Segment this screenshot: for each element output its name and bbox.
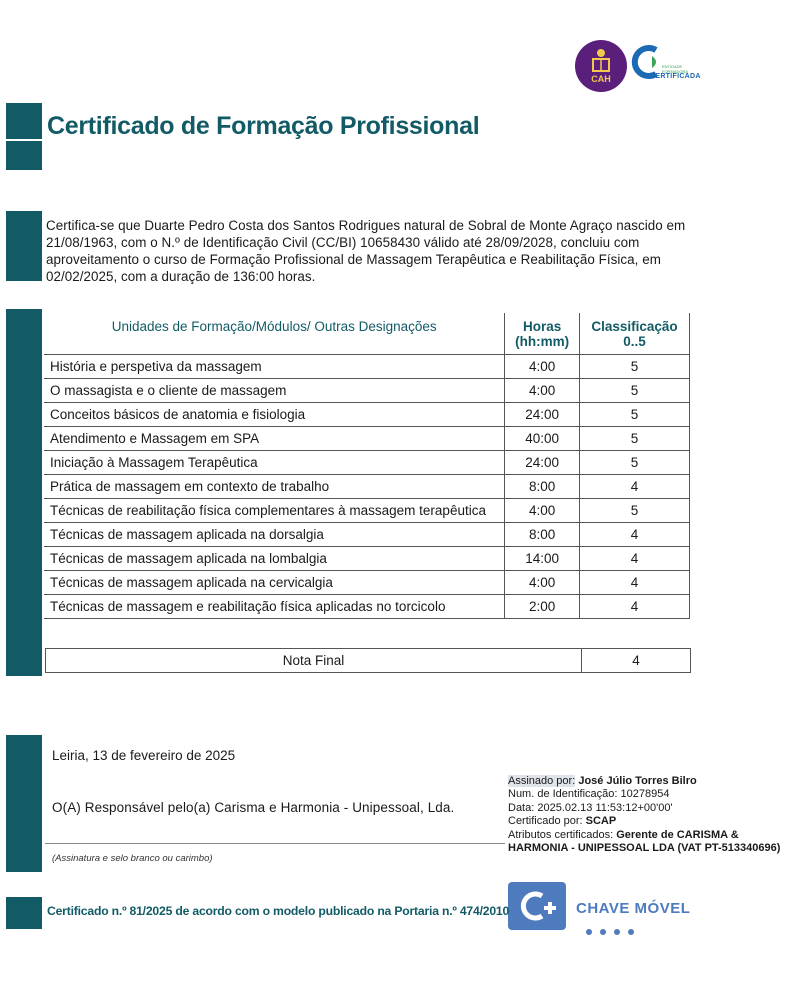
attributes-line [508,829,798,856]
module-hours: 4:00 [505,379,580,403]
module-hours: 14:00 [505,547,580,571]
header-class-line2: 0..5 [623,334,646,349]
final-grade-label: Nota Final [282,653,345,668]
module-hours: 24:00 [505,403,580,427]
module-hours: 24:00 [505,451,580,475]
module-name: História e perspetiva da massagem [44,355,505,379]
table-row [44,523,690,547]
intro-bar-accent [6,211,42,281]
date-place: Leiria, 13 de fevereiro de 2025 [52,748,236,763]
module-hours: 8:00 [505,475,580,499]
header-classification [579,313,689,355]
module-name: Técnicas de massagem e reabilitação física aplicadas no torcicolo [44,595,505,619]
signature-bar-accent [6,735,42,872]
certified-by-line [508,815,798,828]
signed-by-name: José Júlio Torres Bilro [578,775,697,787]
table-row [44,451,690,475]
module-grade: 4 [579,571,689,595]
module-grade: 4 [579,595,689,619]
certified-by-label: Certificado por: [508,815,583,828]
module-grade: 5 [579,499,689,523]
date-line: Data: 2025.02.13 11:53:12+00'00' [508,801,673,814]
module-name: Iniciação à Massagem Terapêutica [44,451,505,475]
signature-note: (Assinatura e selo branco ou carimbo) [52,853,213,864]
table-row [44,547,690,571]
modules-table [44,313,690,619]
header-hours [505,313,580,355]
attributes-label: Atributos certificados: [508,828,614,841]
cah-logo-text: CAH [591,74,611,84]
module-name: Conceitos básicos de anatomia e fisiologia [44,403,505,427]
table-bar-accent [6,309,42,676]
certified-logo-subtext: ENTIDADE FORMADORA [662,64,688,74]
certification-statement: Certifica-se que Duarte Pedro Costa dos Santos Rodrigues natural de Sobral de Monte Agraço nascido em 21/08/1963, com o N.º de Identificação Civil (CC/BI) 10658430 válido até 28/09/2028, concluiu com aproveitamento o curso de Formação Profissional de Massagem Terapêutica e Reabilitação Física, em 02/02/2025, com a duração de 136:00 horas. [46,218,686,284]
cah-logo [575,40,627,92]
cah-emblem-icon [575,40,627,92]
table-row [44,379,690,403]
signed-by-line [508,775,798,788]
certified-logo-text: CERTIFICADA [650,73,701,80]
module-hours: 4:00 [505,355,580,379]
table-header-row [44,313,690,355]
module-grade: 4 [579,475,689,499]
signature-line [45,843,505,844]
module-name: Atendimento e Massagem em SPA [44,427,505,451]
page-title: Certificado de Formação Profissional [47,112,480,140]
table-row [44,403,690,427]
table-row [44,571,690,595]
chave-movel-badge [508,882,691,932]
final-grade-value: 4 [632,653,640,668]
header-module: Unidades de Formação/Módulos/ Outras Designações [44,313,505,355]
module-hours: 8:00 [505,523,580,547]
table-row [44,427,690,451]
title-bar-gap [6,139,42,141]
certified-by-value: SCAP [585,815,617,828]
chave-movel-dots [586,922,642,940]
id-line: Num. de Identificação: 10278954 [508,788,670,801]
chave-movel-icon [508,882,568,932]
header-hours-line2: (hh:mm) [515,334,570,349]
module-hours: 4:00 [505,499,580,523]
header-class-line1: Classificação [591,319,678,334]
module-grade: 4 [579,523,689,547]
certified-entity-logo [630,42,700,90]
module-name: Técnicas de massagem aplicada na cervicalgia [44,571,505,595]
responsible-line: O(A) Responsável pelo(a) Carisma e Harmonia - Unipessoal, Lda. [52,800,455,815]
module-grade: 4 [579,547,689,571]
table-row [44,355,690,379]
module-hours: 2:00 [505,595,580,619]
module-grade: 5 [579,355,689,379]
module-grade: 5 [579,427,689,451]
table-row [44,475,690,499]
certificate-footnote: Certificado n.º 81/2025 de acordo com o modelo publicado na Portaria n.º 474/2010 [47,904,510,918]
module-name: Prática de massagem em contexto de trabalho [44,475,505,499]
chave-movel-label: CHAVE MÓVEL [576,900,691,917]
final-grade-row [45,648,691,673]
table-row [44,499,690,523]
attributes-value: Gerente de CARISMA & HARMONIA - UNIPESSOAL LDA (VAT PT-513340696) [508,828,781,855]
module-grade: 5 [579,403,689,427]
digital-signature-block [508,775,798,855]
module-name: Técnicas de reabilitação física complementares à massagem terapêutica [44,499,505,523]
signed-by-label: Assinado por: [508,775,576,787]
module-grade: 5 [579,379,689,403]
footer-bar-accent [6,897,42,929]
module-name: Técnicas de massagem aplicada na dorsalgia [44,523,505,547]
module-name: Técnicas de massagem aplicada na lombalgia [44,547,505,571]
table-row [44,595,690,619]
module-grade: 5 [579,451,689,475]
title-bar-accent [6,103,42,140]
header-hours-line1: Horas [523,319,562,334]
title-bar-accent-lower [6,140,42,170]
module-name: O massagista e o cliente de massagem [44,379,505,403]
module-hours: 40:00 [505,427,580,451]
module-hours: 4:00 [505,571,580,595]
